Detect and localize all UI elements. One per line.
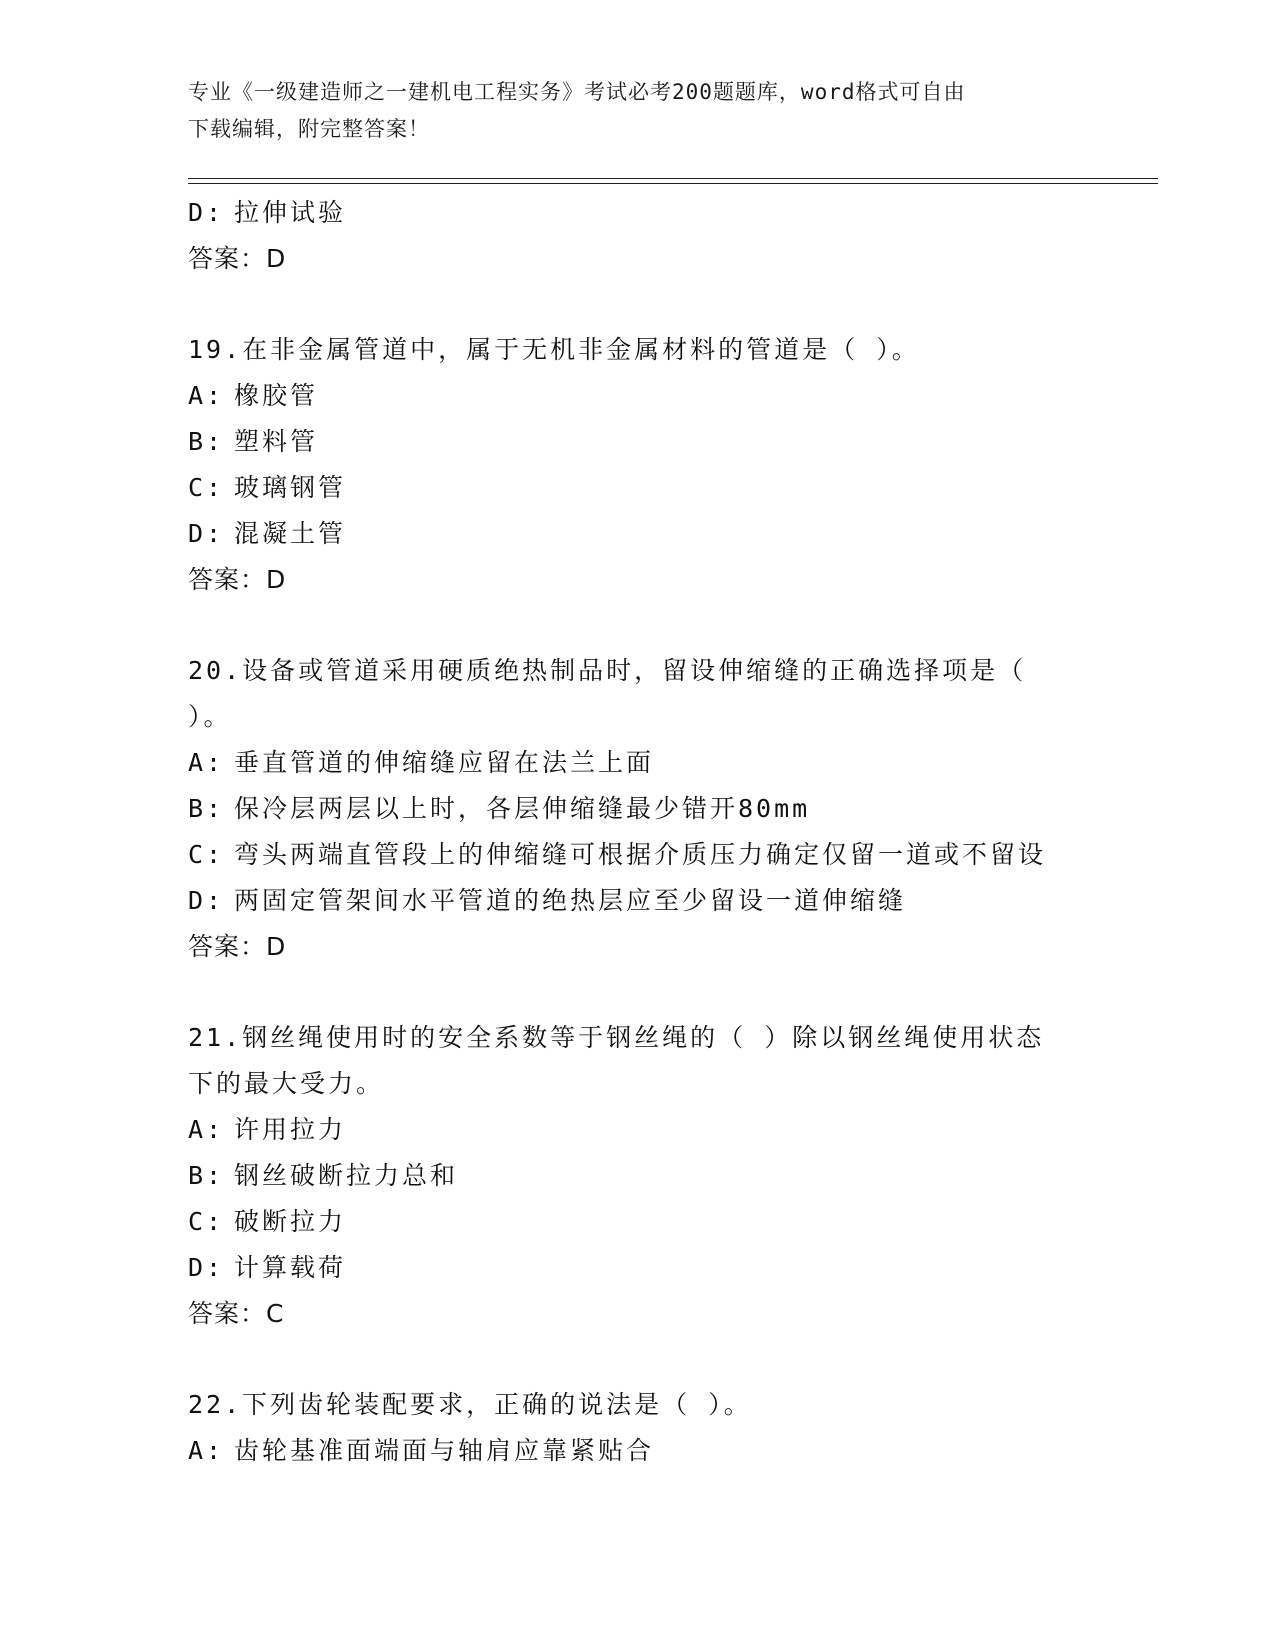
- option-c: [188, 1199, 1118, 1245]
- option-text: 保冷层两层以上时，各层伸缩缝最少错开80mm: [234, 794, 811, 823]
- question-stem-continued: ）。: [188, 702, 232, 731]
- option-b: [188, 786, 1118, 832]
- option-letter: B:: [188, 427, 225, 456]
- option-letter: A:: [188, 381, 225, 410]
- option-text: 钢丝破断拉力总和: [234, 1161, 459, 1190]
- answer-line: 答案：D: [188, 932, 287, 961]
- answer-line: 答案：D: [188, 244, 287, 273]
- option-b: [188, 419, 1118, 465]
- question-stem: 19.在非金属管道中，属于无机非金属材料的管道是（ ）。: [188, 335, 920, 364]
- question-stem: 20.设备或管道采用硬质绝热制品时，留设伸缩缝的正确选择项是（: [188, 656, 1027, 685]
- option-text: 拉伸试验: [234, 198, 347, 227]
- option-letter: B:: [188, 794, 225, 823]
- option-letter: D:: [188, 198, 225, 227]
- option-text: 两固定管架间水平管道的绝热层应至少留设一道伸缩缝: [234, 886, 907, 915]
- option-text: 玻璃钢管: [234, 473, 347, 502]
- option-letter: D:: [188, 886, 225, 915]
- question-content: [188, 190, 1118, 1474]
- option-text: 齿轮基准面端面与轴肩应靠紧贴合: [234, 1436, 655, 1465]
- question-stem: 21.钢丝绳使用时的安全系数等于钢丝绳的（ ）除以钢丝绳使用状态: [188, 1023, 1045, 1052]
- option-letter: A:: [188, 1436, 225, 1465]
- option-d: [188, 1245, 1118, 1291]
- question-19: [188, 327, 1118, 603]
- option-b: [188, 1153, 1118, 1199]
- answer-line: 答案：D: [188, 565, 287, 594]
- question-22: [188, 1382, 1118, 1474]
- option-text: 弯头两端直管段上的伸缩缝可根据介质压力确定仅留一道或不留设: [234, 840, 1047, 869]
- option-letter: A:: [188, 748, 225, 777]
- option-a: [188, 1107, 1118, 1153]
- header-divider-bottom: [188, 183, 1158, 184]
- option-d: [188, 190, 1118, 236]
- option-c: [188, 465, 1118, 511]
- header-divider-top: [188, 178, 1158, 179]
- option-text: 混凝土管: [234, 519, 347, 548]
- question-stem-continued: 下的最大受力。: [188, 1069, 385, 1098]
- option-text: 许用拉力: [234, 1115, 347, 1144]
- option-a: [188, 740, 1118, 786]
- document-header: [188, 74, 1088, 148]
- option-text: 垂直管道的伸缩缝应留在法兰上面: [234, 748, 655, 777]
- option-text: 破断拉力: [234, 1207, 347, 1236]
- option-letter: C:: [188, 840, 225, 869]
- question-18-tail: [188, 190, 1118, 282]
- option-letter: D:: [188, 519, 225, 548]
- option-letter: C:: [188, 473, 225, 502]
- option-letter: A:: [188, 1115, 225, 1144]
- option-letter: B:: [188, 1161, 225, 1190]
- option-d: [188, 511, 1118, 557]
- option-a: [188, 1428, 1118, 1474]
- option-letter: C:: [188, 1207, 225, 1236]
- question-21: [188, 1015, 1118, 1337]
- option-letter: D:: [188, 1253, 225, 1282]
- question-stem: 22.下列齿轮装配要求，正确的说法是（ ）。: [188, 1390, 752, 1419]
- option-text: 橡胶管: [234, 381, 319, 410]
- option-a: [188, 373, 1118, 419]
- question-20: [188, 648, 1118, 970]
- option-c: [188, 832, 1118, 878]
- option-d: [188, 878, 1118, 924]
- header-line-2: 下载编辑，附完整答案！: [188, 117, 430, 141]
- option-text: 计算载荷: [234, 1253, 347, 1282]
- option-text: 塑料管: [234, 427, 319, 456]
- answer-line: 答案：C: [188, 1299, 285, 1328]
- header-line-1: 专业《一级建造师之一建机电工程实务》考试必考200题题库，word格式可自由: [188, 80, 966, 104]
